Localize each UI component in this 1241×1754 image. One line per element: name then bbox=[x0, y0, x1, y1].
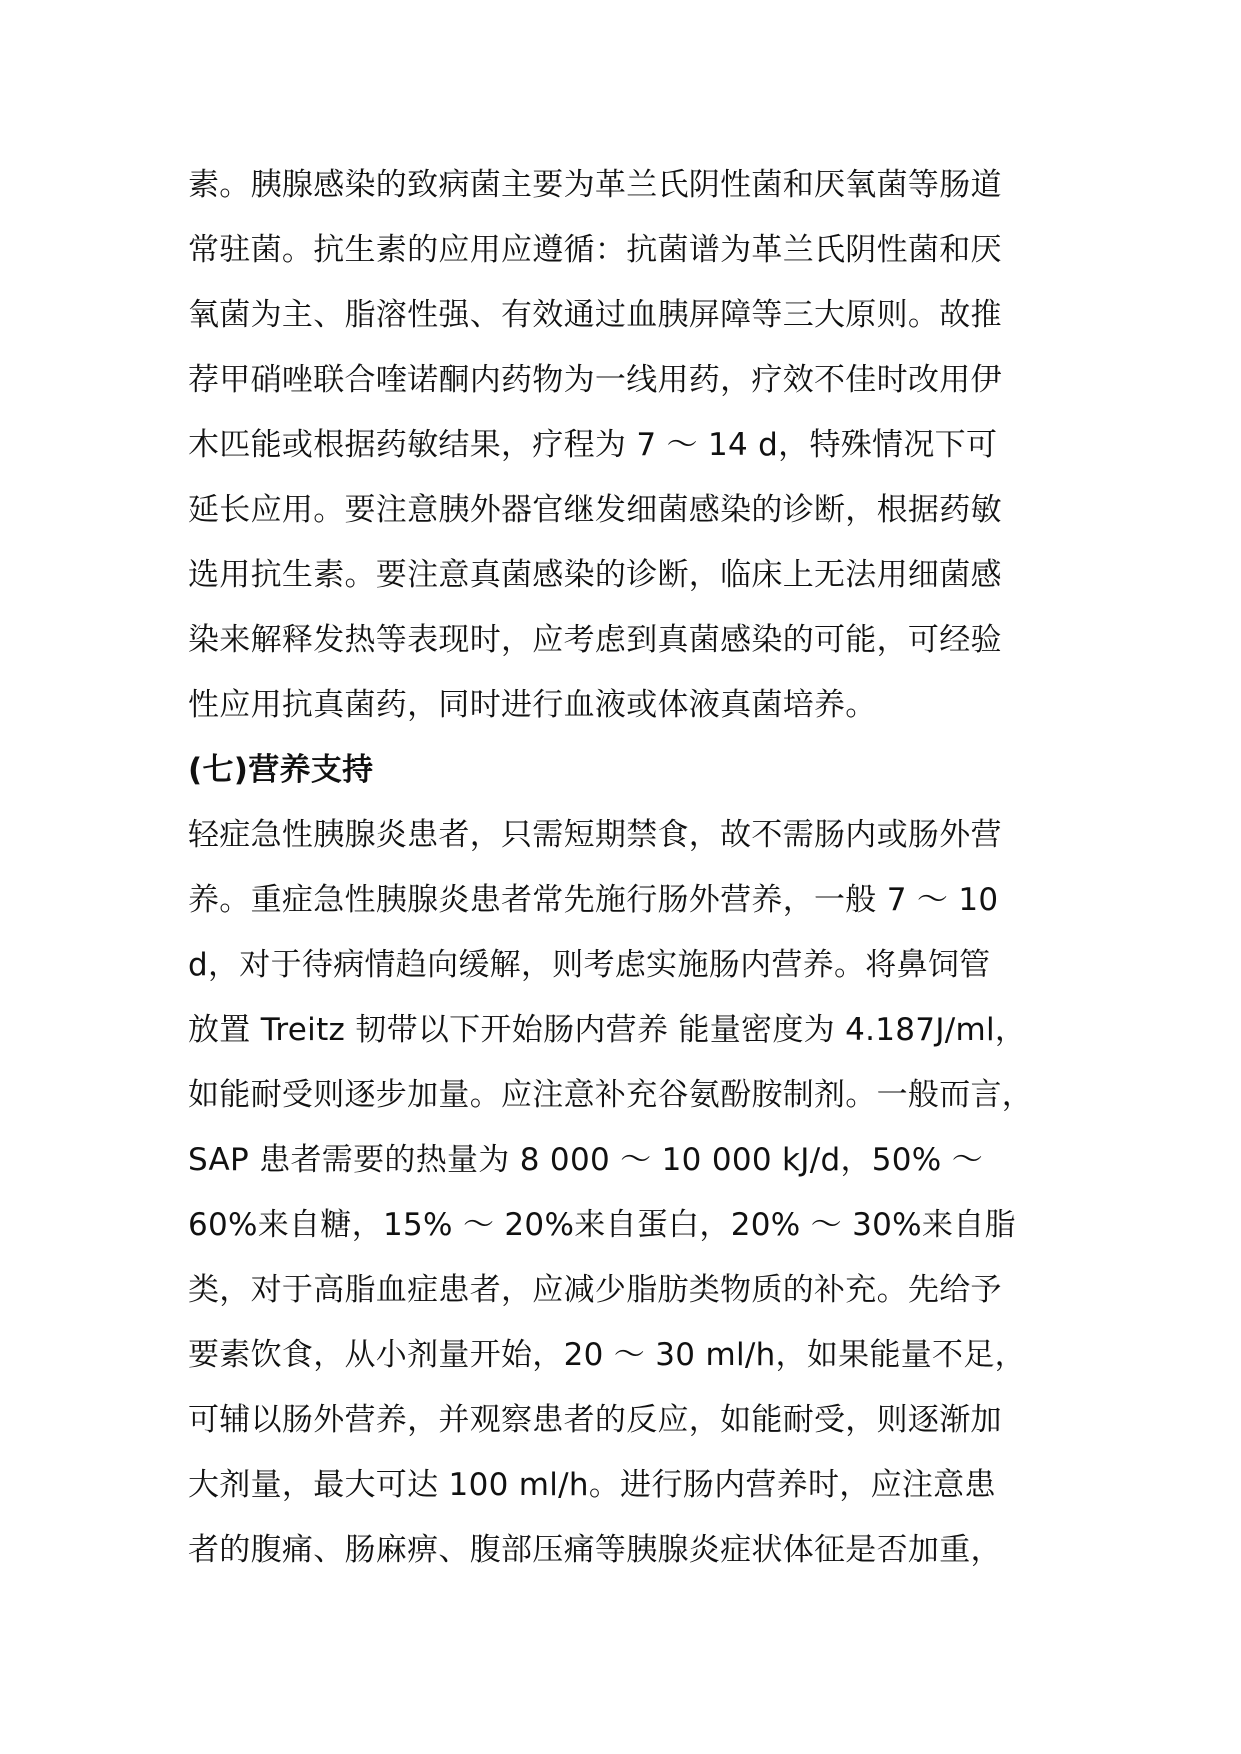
text-line: 选用抗生素。要注意真菌感染的诊断，临床上无法用细菌感 bbox=[188, 557, 1002, 593]
section-heading-text: (七)营养支持 bbox=[188, 752, 374, 788]
text-line: SAP 患者需要的热量为 8 000 ～ 10 000 kJ/d，50% ～ bbox=[188, 1142, 984, 1178]
text-line: 放置 Treitz 韧带以下开始肠内营养 能量密度为 4.187J/ml， bbox=[188, 1012, 1027, 1048]
text-line: 如能耐受则逐步加量。应注意补充谷氨酚胺制剂。一般而言， bbox=[188, 1077, 1034, 1113]
text-line: 氧菌为主、脂溶性强、有效通过血胰屏障等三大原则。故推 bbox=[188, 297, 1002, 333]
text-line: 常驻菌。抗生素的应用应遵循：抗菌谱为革兰氏阴性菌和厌 bbox=[188, 232, 1002, 268]
text-line: 轻症急性胰腺炎患者，只需短期禁食，故不需肠内或肠外营 bbox=[188, 817, 1002, 853]
text-line: 木匹能或根据药敏结果，疗程为 7 ～ 14 d，特殊情况下可 bbox=[188, 427, 998, 463]
section-heading bbox=[188, 738, 1088, 803]
text-line: d，对于待病情趋向缓解，则考虑实施肠内营养。将鼻饲管 bbox=[188, 947, 991, 983]
text-line: 大剂量，最大可达 100 ml/h。进行肠内营养时，应注意患 bbox=[188, 1467, 996, 1503]
text-line: 要素饮食，从小剂量开始，20 ～ 30 ml/h，如果能量不足， bbox=[188, 1337, 1026, 1373]
text-line: 者的腹痛、肠麻痹、腹部压痛等胰腺炎症状体征是否加重， bbox=[188, 1532, 1002, 1568]
text-line: 荐甲硝唑联合喹诺酮内药物为一线用药，疗效不佳时改用伊 bbox=[188, 362, 1002, 398]
text-line: 类，对于高脂血症患者，应减少脂肪类物质的补充。先给予 bbox=[188, 1272, 1002, 1308]
text-line: 染来解释发热等表现时，应考虑到真菌感染的可能，可经验 bbox=[188, 622, 1002, 658]
text-line: 60%来自糖，15% ～ 20%来自蛋白，20% ～ 30%来自脂 bbox=[188, 1207, 1016, 1243]
text-line: 养。重症急性胰腺炎患者常先施行肠外营养，一般 7 ～ 10 bbox=[188, 882, 999, 918]
body-text bbox=[188, 153, 1088, 1583]
text-line: 可辅以肠外营养，并观察患者的反应，如能耐受，则逐渐加 bbox=[188, 1402, 1002, 1438]
text-line: 延长应用。要注意胰外器官继发细菌感染的诊断，根据药敏 bbox=[188, 492, 1002, 528]
text-line: 素。胰腺感染的致病菌主要为革兰氏阴性菌和厌氧菌等肠道 bbox=[188, 167, 1002, 203]
text-line: 性应用抗真菌药，同时进行血液或体液真菌培养。 bbox=[188, 687, 877, 723]
